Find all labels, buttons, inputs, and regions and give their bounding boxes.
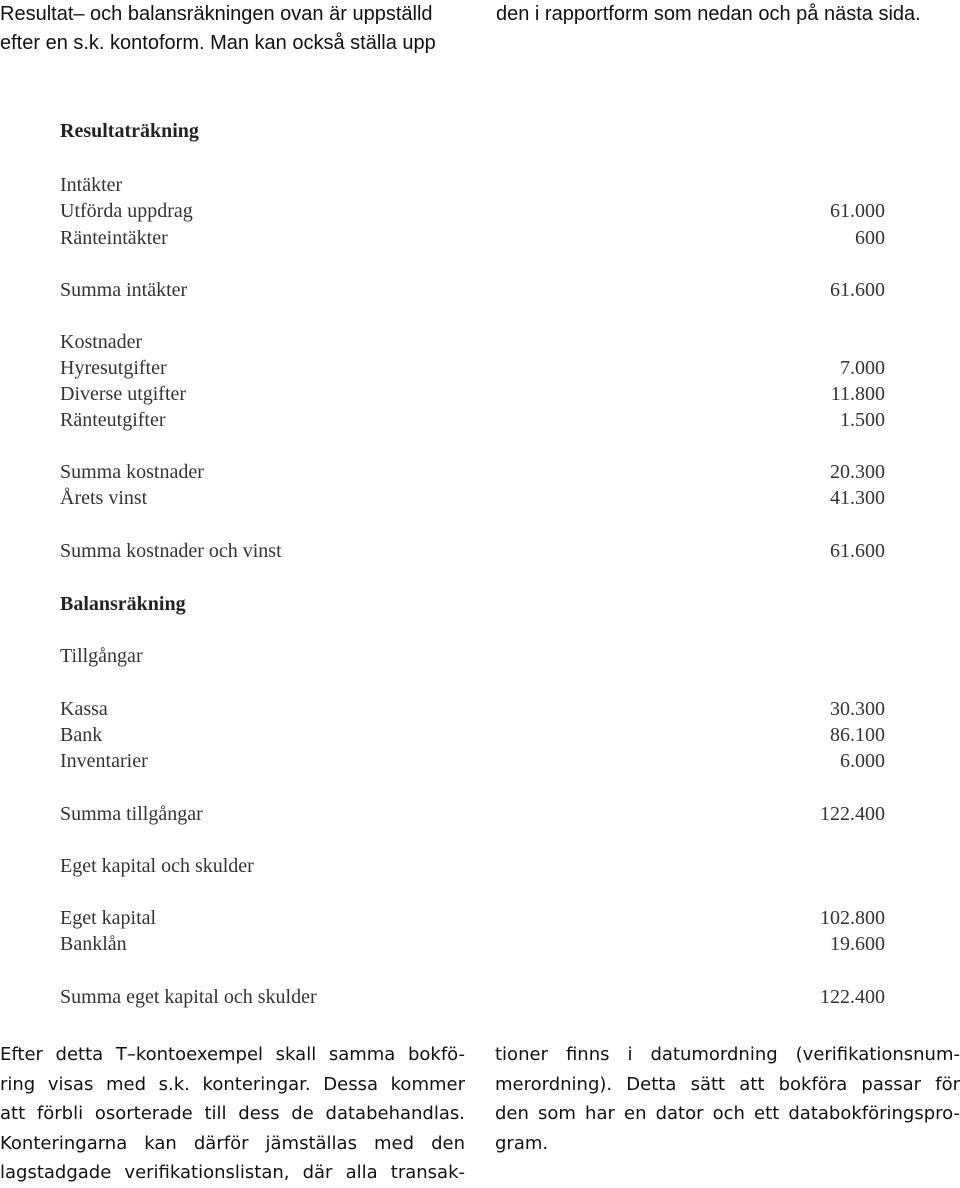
- income-amount: 1.500: [840, 409, 885, 431]
- balance-amount: 122.400: [820, 986, 885, 1008]
- closing-line: den som har en dator och ett databokföringspro-: [495, 1103, 960, 1124]
- income-label: Summa intäkter: [60, 279, 188, 301]
- closing-line: att förbli osorterade till dess de databehandlas.: [0, 1103, 465, 1124]
- income-amount: 41.300: [830, 487, 885, 509]
- intro-line: den i rapportform som nedan och på nästa sida.: [496, 3, 921, 25]
- closing-left-column: [0, 1040, 465, 1188]
- balance-amount: 19.600: [830, 933, 885, 955]
- intro-line: efter en s.k. kontoform. Man kan också ställa upp: [0, 32, 436, 54]
- income-label: Hyresutgifter: [60, 357, 167, 379]
- closing-line: ring visas med s.k. konteringar. Dessa kommer: [0, 1073, 465, 1095]
- closing-line: Efter detta T–kontoexempel skall samma bokfö-: [0, 1044, 465, 1065]
- balance-amount: 30.300: [830, 698, 885, 720]
- intro-right-column: [496, 0, 960, 29]
- balance-label: Summa eget kapital och skulder: [60, 986, 317, 1008]
- balance-label: Eget kapital: [60, 907, 157, 929]
- balance-label: Tillgångar: [60, 645, 143, 667]
- closing-right-column: [495, 1040, 960, 1158]
- closing-line: merordning). Detta sätt att bokföra passar för: [495, 1073, 960, 1095]
- balance-label: Banklån: [60, 933, 127, 955]
- income-label: Diverse utgifter: [60, 383, 187, 405]
- income-amount: 61.000: [830, 200, 885, 222]
- income-amount: 11.800: [830, 383, 885, 405]
- balance-amount: 6.000: [840, 750, 885, 772]
- income-amount: 600: [855, 227, 885, 249]
- income-amount: 7.000: [840, 357, 885, 379]
- balance-amount: 122.400: [820, 803, 885, 825]
- income-amount: 61.600: [830, 279, 885, 301]
- income-label: Kostnader: [60, 331, 143, 353]
- income-label: Årets vinst: [60, 487, 148, 509]
- income-label: Ränteintäkter: [60, 227, 168, 249]
- intro-left-column: [0, 0, 480, 58]
- balance-label: Eget kapital och skulder: [60, 855, 254, 877]
- balance-sheet-title: Balansräkning: [60, 593, 186, 615]
- balance-label: Summa tillgångar: [60, 803, 203, 825]
- balance-label: Inventarier: [60, 750, 148, 772]
- balance-amount: 86.100: [830, 724, 885, 746]
- income-label: Summa kostnader: [60, 461, 204, 483]
- balance-label: Bank: [60, 724, 103, 746]
- closing-line: gram.: [495, 1132, 549, 1154]
- balance-amount: 102.800: [820, 907, 885, 929]
- closing-line: lagstadgade verifikationslistan, där alla transak-: [0, 1162, 465, 1183]
- income-amount: 61.600: [830, 540, 885, 562]
- income-amount: 20.300: [830, 461, 885, 483]
- income-label: Ränteutgifter: [60, 409, 166, 431]
- closing-line: Konteringarna kan därför jämställas med den: [0, 1132, 465, 1154]
- income-label: Summa kostnader och vinst: [60, 540, 282, 562]
- intro-line: Resultat– och balansräkningen ovan är uppställd: [0, 3, 433, 25]
- balance-label: Kassa: [60, 698, 108, 720]
- income-label: Intäkter: [60, 174, 123, 196]
- closing-line: tioner finns i datumordning (verifikationsnum-: [495, 1044, 960, 1065]
- income-label: Utförda uppdrag: [60, 200, 193, 222]
- income-statement-title: Resultaträkning: [60, 120, 199, 142]
